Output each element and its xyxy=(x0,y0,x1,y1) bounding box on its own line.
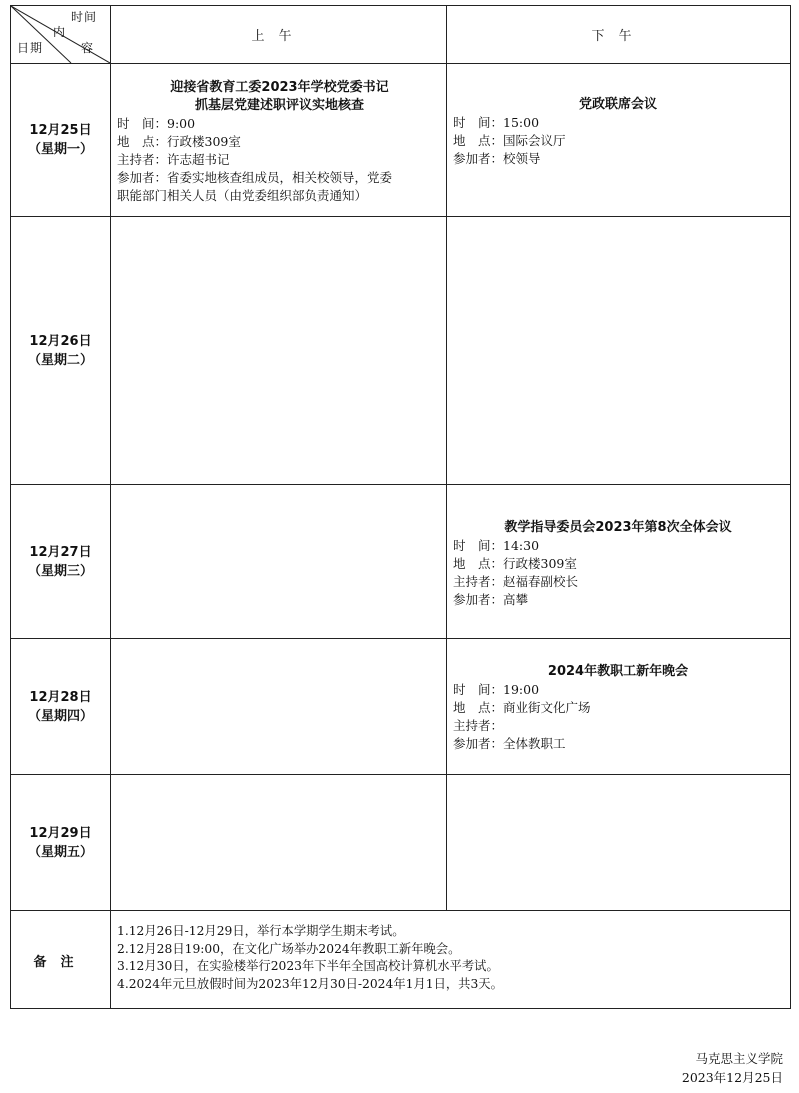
event-place: 地 点：国际会议厅 xyxy=(453,133,566,148)
event-time: 时 间：14:30 xyxy=(453,538,540,553)
weekday-text: （星期三） xyxy=(27,563,93,579)
date-text: 12月26日 xyxy=(29,333,92,349)
row-divider-5 xyxy=(11,910,790,911)
event-attendees: 参加者：高攀 xyxy=(453,592,529,607)
date-cell-mon xyxy=(11,64,110,216)
date-text: 12月29日 xyxy=(29,825,92,841)
event-place: 地 点：商业街文化广场 xyxy=(453,700,591,715)
note-item: 1.12月26日-12月29日，举行本学期学生期末考试。 xyxy=(117,924,405,938)
note-item: 3.12月30日，在实验楼举行2023年下半年全国高校计算机水平考试。 xyxy=(117,959,499,973)
date-cell-fri xyxy=(11,775,110,910)
corner-label-content-b: 容 xyxy=(81,41,95,55)
column-header-afternoon: 下午 xyxy=(591,29,646,44)
column-header-morning: 上午 xyxy=(251,29,306,44)
weekday-text: （星期五） xyxy=(27,844,93,860)
event-place: 地 点：行政楼309室 xyxy=(117,134,241,149)
date-cell-thu xyxy=(11,639,110,774)
weekday-text: （星期二） xyxy=(27,352,93,368)
event-time: 时 间：15:00 xyxy=(453,115,540,130)
event-title: 党政联席会议 xyxy=(578,97,657,112)
event-title: 2024年教职工新年晚会 xyxy=(547,664,689,679)
corner-label-date: 日期 xyxy=(17,41,44,55)
event-host: 主持者：赵福春副校长 xyxy=(453,574,579,589)
row-divider-4 xyxy=(11,774,790,775)
footer-org: 马克思主义学院 xyxy=(695,1051,783,1066)
weekday-text: （星期四） xyxy=(27,708,93,724)
event-attendees-line2: 职能部门相关人员（由党委组织部负责通知） xyxy=(117,188,368,203)
event-mon-morning xyxy=(117,79,442,205)
notes-label: 备注 xyxy=(33,954,88,970)
column-divider-date xyxy=(110,6,111,1008)
date-text: 12月28日 xyxy=(29,689,92,705)
weekday-text: （星期一） xyxy=(27,142,93,157)
event-attendees-line1: 参加者：省委实地核查组成员，相关校领导，党委 xyxy=(117,170,393,185)
row-divider-header xyxy=(11,63,790,64)
note-item: 2.12月28日19:00，在文化广场举办2024年教职工新年晚会。 xyxy=(117,941,461,956)
schedule-table xyxy=(10,5,791,1009)
row-divider-2 xyxy=(11,484,790,485)
event-time: 时 间：9:00 xyxy=(117,116,196,131)
event-attendees: 参加者：校领导 xyxy=(453,151,541,166)
row-divider-3 xyxy=(11,638,790,639)
event-title-line1: 迎接省教育工委2023年学校党委书记 xyxy=(170,80,389,95)
notes-list xyxy=(117,923,777,993)
row-divider-1 xyxy=(11,216,790,217)
event-time: 时 间：19:00 xyxy=(453,682,540,697)
note-item: 4.2024年元旦放假时间为2023年12月30日-2024年1月1日，共3天。 xyxy=(117,976,503,991)
event-wed-afternoon xyxy=(453,519,783,609)
footer-date: 2023年12月25日 xyxy=(681,1070,783,1085)
corner-label-content-a: 内 xyxy=(53,25,67,39)
event-host: 主持者： xyxy=(453,718,504,733)
date-cell-wed xyxy=(11,485,110,638)
corner-label-time: 时间 xyxy=(71,10,98,24)
date-cell-tue xyxy=(11,217,110,484)
event-attendees: 参加者：全体教职工 xyxy=(453,736,566,751)
date-text: 12月27日 xyxy=(29,544,92,560)
event-thu-afternoon xyxy=(453,663,783,753)
event-title: 教学指导委员会2023年第8次全体会议 xyxy=(504,520,732,535)
date-text: 12月25日 xyxy=(29,123,92,138)
event-host: 主持者：许志超书记 xyxy=(117,152,230,167)
event-place: 地 点：行政楼309室 xyxy=(453,556,577,571)
footer-signature xyxy=(682,1049,783,1087)
event-mon-afternoon xyxy=(453,96,783,168)
event-title-line2: 抓基层党建述职评议实地核查 xyxy=(194,98,364,113)
